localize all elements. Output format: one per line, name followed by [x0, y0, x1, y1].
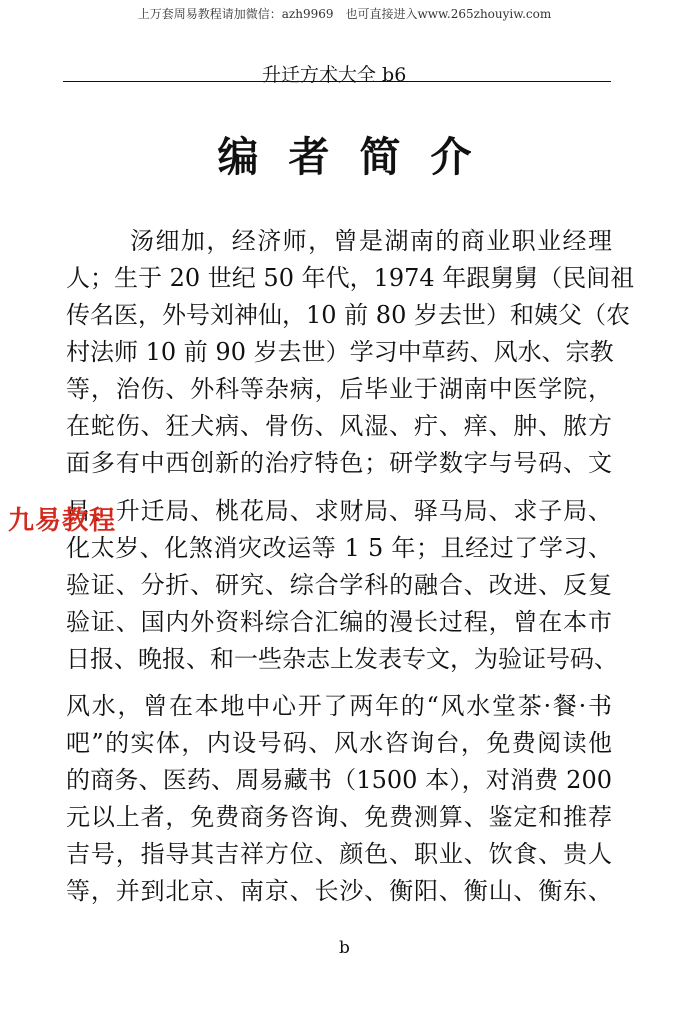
body-line: 面多有中西创新的治疗特色；研学数字与号码、文: [66, 449, 612, 477]
body-line: 昌、升迁局、桃花局、求财局、驿马局、求子局、: [66, 497, 612, 525]
body-line: 风水，曾在本地中心开了两年的“风水堂茶·餐·书: [66, 692, 612, 720]
body-line: 村法师 10 前 90 岁去世）学习中草药、风水、宗教: [66, 338, 614, 366]
body-line: 人；生于 20 世纪 50 年代，1974 年跟舅舅（民间祖: [66, 264, 635, 292]
body-line: 吧”的实体，内设号码、风水咨询台，免费阅读他: [66, 729, 612, 757]
body-line: 等，治伤、外科等杂病，后毕业于湖南中医学院，: [66, 375, 612, 403]
body-line: 的商务、医药、周易藏书（1500 本），对消费 200: [66, 766, 612, 794]
watermark-logo: 九易教程: [8, 506, 117, 536]
body-line: 吉号，指导其吉祥方位、颜色、职业、饮食、贵人: [66, 840, 612, 868]
page-title: 编者简介: [217, 133, 502, 181]
body-line: 传名医，外号刘神仙，10 前 80 岁去世）和姨父（农: [66, 301, 630, 329]
body-line: 元以上者，免费商务咨询、免费测算、鉴定和推荐: [66, 803, 612, 831]
running-head: 升迁方术大全 b6: [262, 64, 407, 86]
page-number: b: [339, 938, 350, 958]
body-line: 化太岁、化煞消灾改运等 1 5 年；且经过了学习、: [66, 534, 612, 562]
header-rule: [63, 81, 611, 82]
body-line: 等，并到北京、南京、长沙、衡阳、衡山、衡东、: [66, 877, 612, 905]
body-line: 验证、国内外资料综合汇编的漫长过程，曾在本市: [66, 608, 612, 636]
body-line: 在蛇伤、狂犬病、骨伤、风湿、疔、痒、肿、脓方: [66, 412, 612, 440]
body-line: 汤细加，经济师，曾是湖南的商业职业经理: [130, 227, 612, 255]
body-line: 日报、晚报、和一些杂志上发表专文，为验证号码、: [66, 645, 618, 673]
top-banner: 上万套周易教程请加微信：azh9969 也可直接进入www.265zhouyiw.com: [137, 7, 552, 21]
body-line: 验证、分折、研究、综合学科的融合、改进、反复: [66, 571, 612, 599]
